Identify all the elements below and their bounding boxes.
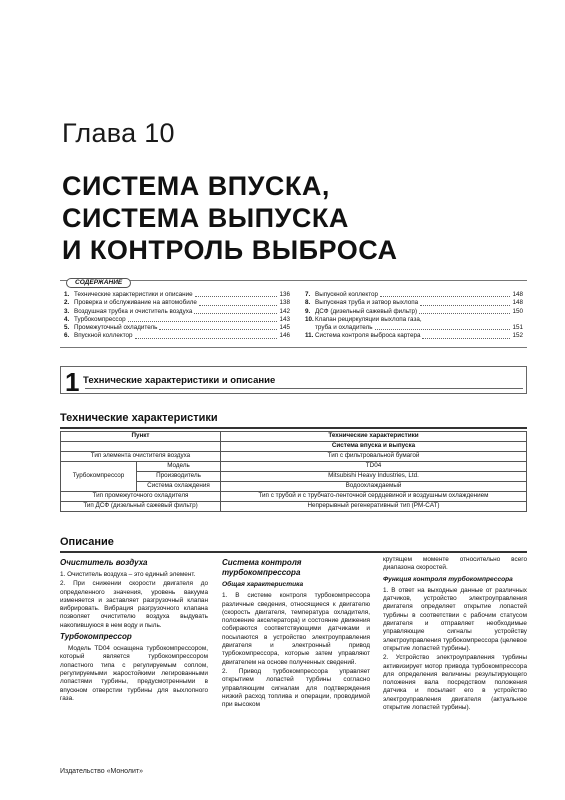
table-row (61, 502, 527, 512)
toc-item[interactable] (64, 316, 290, 324)
toc-right-column (305, 291, 523, 341)
toc-num: 7. (305, 291, 311, 298)
toc-num: 3. (64, 307, 70, 315)
paragraph: 2. Привод турбокомпрессора управляет открытием лопастей турбины согласно управляющим сигналам для подтверждения низкий расход топлива и операции, проводимой при высоком (222, 667, 370, 709)
toc-item[interactable] (64, 332, 290, 340)
toc-page: 145 (279, 324, 290, 332)
model-value: TD04 (221, 462, 527, 472)
toc-text: Проверка и обслуживание на автомобиле (74, 299, 197, 307)
toc-page: 143 (279, 315, 290, 323)
toc-page: 150 (512, 307, 523, 315)
toc-page: 142 (279, 307, 290, 315)
toc-num: 6. (64, 332, 70, 340)
chapter-heading: Глава 10 (62, 118, 175, 148)
table-row (61, 462, 527, 472)
description-heading: Описание (60, 536, 114, 548)
toc-leader (159, 324, 277, 330)
toc-text: Выпускной коллектор (315, 291, 379, 298)
toc-page: 152 (512, 332, 523, 340)
table-row (61, 452, 527, 462)
toc-num: 10. (305, 315, 314, 323)
toc-leader (380, 291, 510, 297)
toc-heading: СОДЕРЖАНИЕ (66, 278, 131, 288)
toc-leader (135, 332, 278, 338)
specs-divider (60, 427, 527, 429)
col-spec-header: Технические характеристики (221, 432, 527, 442)
toc-num: 8. (305, 299, 311, 307)
control-subheading: Общая характеристика (222, 581, 304, 588)
toc-text: труба и охладитель (315, 324, 373, 332)
text-column-1 (60, 556, 208, 704)
toc-page: 151 (512, 324, 523, 332)
table-of-contents (60, 280, 527, 348)
dpf-value: Непрерывный регенеративный тип (PM-CAT) (221, 502, 527, 512)
text-column-3 (383, 556, 527, 713)
control-heading: Система контроля турбокомпрессора (222, 558, 302, 577)
toc-page: 138 (279, 299, 290, 307)
section-divider (85, 388, 523, 389)
toc-leader (422, 332, 510, 338)
section-header (60, 366, 527, 397)
paragraph: Модель TD04 оснащена турбокомпрессором, который является турбокомпрессором лопастного типа с регулируемым соплом, регулируемыми жаростойкими легированными лопастями турбины, предусмотренными в впускном отверстии турбины для выхлопного газа. (60, 645, 208, 702)
function-heading: Функция контроля турбокомпрессора (383, 575, 513, 583)
toc-leader (375, 324, 511, 330)
toc-num: 1. (64, 291, 70, 298)
paragraph: 2. Устройство электроуправления турбины активизирует мотор привода турбокомпрессора для определения величины результирующего положения вала посредством положения датчика и посылает его в устройство электроуправления двигателя (актуальное открытие лопастей турбины). (383, 654, 527, 712)
model-label: Модель (137, 462, 221, 472)
title-line: СИСТЕМА ВЫПУСКА (62, 203, 349, 233)
toc-item[interactable] (305, 332, 523, 340)
toc-num: 9. (305, 307, 311, 315)
toc-text: Выпускная труба и затвор выхлопа (315, 299, 419, 307)
toc-leader (419, 308, 510, 314)
toc-text: Система контроля выброса картера (315, 332, 421, 340)
toc-num: 11. (305, 332, 314, 340)
toc-item[interactable] (64, 308, 290, 316)
paragraph: 1. В ответ на выходные данные от различных датчиков, устройство электроуправления двигателя определяет открытие лопастей турбины в соответствии с рабочим статусом двигателя и отправляет необходимые управляющие сигналы устройству электроуправления турбокомпрессора (целевое открытие лопастей турбины). (383, 586, 527, 652)
toc-leader (420, 299, 510, 305)
toc-page: 148 (512, 299, 523, 307)
toc-num: 5. (64, 324, 70, 332)
toc-page: 136 (279, 291, 290, 298)
paragraph: 1. В системе контроля турбокомпрессора различные сведения, относящиеся к двигателю (скорость двигателя, температура охладителя, положение акселератора) и состояние движения собираются соответствующими датчиками и посылаются в устройство электроуправления двигателя и электронный привод турбокомпрессора, которые затем управляют двигателем на основе полученных сведений. (222, 592, 370, 666)
toc-item[interactable] (305, 316, 523, 324)
paragraph: 1. Очиститель воздуха – это единый элемент. (60, 571, 196, 578)
toc-leader (195, 291, 278, 297)
toc-num: 4. (64, 315, 70, 323)
toc-item[interactable] (64, 299, 290, 307)
title-line: СИСТЕМА ВПУСКА, (62, 171, 330, 201)
toc-num: 2. (64, 299, 70, 307)
title-line: И КОНТРОЛЬ ВЫБРОСА (62, 235, 398, 265)
toc-text: ДСФ (дизельный сажевый фильтр) (315, 307, 418, 315)
air-cleaner-heading: Очиститель воздуха (60, 558, 148, 567)
toc-leader (194, 308, 277, 314)
cooling-label: Система охлаждения (137, 482, 221, 492)
table-cell (61, 442, 221, 452)
turbo-label: Турбокомпрессор (61, 462, 137, 492)
toc-page: 146 (279, 332, 290, 340)
filter-type-label: Тип элемента очистителя воздуха (61, 452, 221, 462)
paragraph: крутящем моменте относительно всего диапазона скоростей. (383, 556, 527, 572)
paragraph: 2. При снижении скорости двигателя до определенного значения, уровень вакуума изменяется и заставляет разгрузочный клапан вибрировать. Вибрация разгрузочного клапана позволяет очистителю воздуха выдувать накопившуюся в нем воду и пыль. (60, 580, 208, 629)
table-header-row (61, 432, 527, 442)
cooling-value: Водоохлаждаемый (221, 482, 527, 492)
page-title (62, 170, 542, 266)
toc-item[interactable] (305, 308, 523, 316)
toc-leader (199, 299, 278, 305)
toc-num (305, 324, 315, 332)
col-item-header: Пункт (61, 432, 221, 442)
toc-text: Воздушная трубка и очиститель воздуха (74, 307, 193, 315)
table-row (61, 492, 527, 502)
toc-item[interactable] (305, 299, 523, 307)
intercooler-value: Тип с трубой и с трубчато-ленточной сердцевиной и воздушным охлаждением (221, 492, 527, 502)
toc-left-column (64, 291, 290, 341)
toc-text: Впускной коллектор (74, 332, 133, 340)
turbo-heading: Турбокомпрессор (60, 632, 132, 642)
toc-text: Технические характеристики и описание (74, 291, 193, 298)
toc-page: 148 (512, 291, 523, 298)
toc-text: Клапан рециркуляции выхлопа газа, (315, 315, 422, 323)
dpf-label: Тип ДСФ (дизельный сажевый фильтр) (61, 502, 221, 512)
table-row (61, 442, 527, 452)
section-title: Технические характеристики и описание (83, 375, 276, 386)
specs-table (60, 431, 527, 512)
description-divider (60, 551, 527, 553)
toc-text: Промежуточный охладитель (74, 324, 158, 332)
publisher-footer: Издательство «Монолит» (60, 768, 144, 775)
filter-type-value: Тип с фильтровальной бумагой (221, 452, 527, 462)
intercooler-label: Тип промежуточного охладителя (61, 492, 221, 502)
section-number: 1 (65, 367, 80, 397)
system-cell: Система впуска и выпуска (221, 442, 527, 452)
specs-heading: Технические характеристики (60, 412, 218, 424)
maker-value: Mitsubishi Heavy Industries, Ltd. (221, 472, 527, 482)
maker-label: Производитель (137, 472, 221, 482)
text-column-2 (222, 556, 370, 710)
toc-leader (128, 316, 278, 322)
toc-text: Турбокомпрессор (74, 315, 126, 323)
